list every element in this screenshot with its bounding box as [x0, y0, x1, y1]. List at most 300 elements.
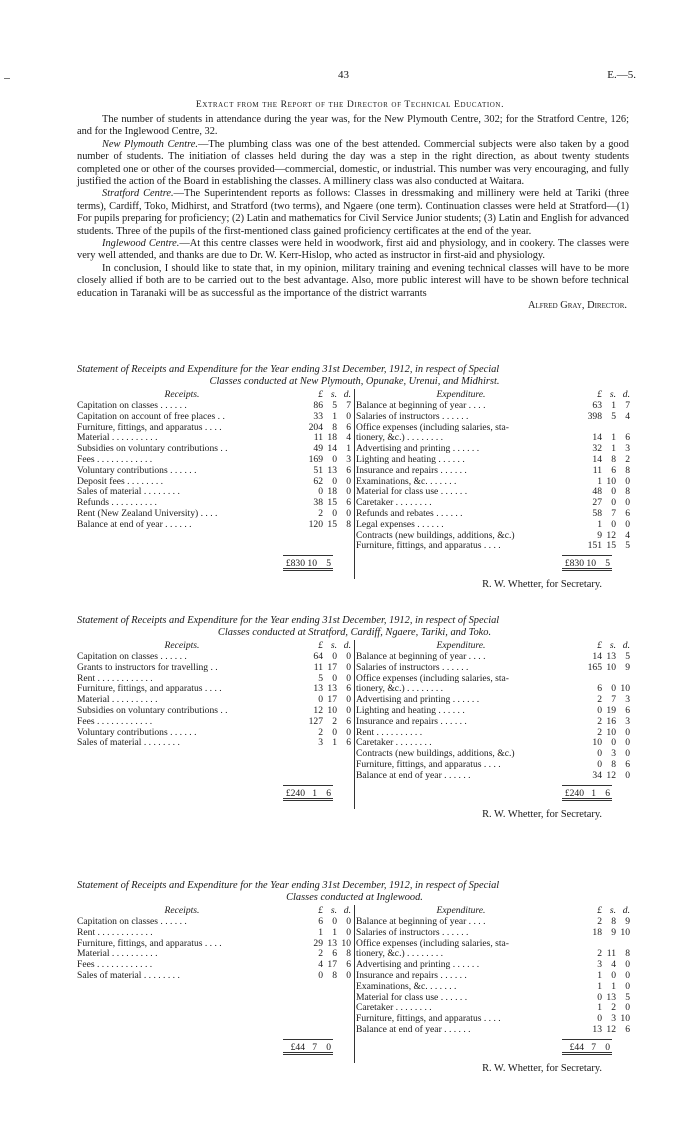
expenditure-row: [356, 705, 632, 716]
amount-d: 9: [625, 661, 630, 673]
expenditure-label: Examinations, &c. . . . . . .: [356, 980, 457, 992]
amount-d: 6: [625, 704, 630, 716]
receipt-label: Fees . . . . . . . . . . . .: [77, 715, 153, 727]
amount-l: 13: [592, 1023, 602, 1035]
expenditure-amount: [582, 1013, 630, 1024]
amount-l: 38: [313, 497, 323, 509]
amount-s: 7: [611, 507, 616, 519]
pence-heading: d.: [622, 389, 630, 400]
currency-headings: [303, 389, 351, 400]
centre-heading: Inglewood Centre.: [102, 238, 180, 250]
amount-d: 6: [346, 421, 351, 433]
expenditure-label: Contracts (new buildings, additions, &c.): [356, 748, 515, 760]
expenditure-label: Refunds and rebates . . . . . .: [356, 507, 463, 519]
expenditure-amount: [582, 497, 630, 508]
report-signature: Alfred Gray, Director.: [527, 300, 627, 312]
amount-l: £240: [564, 787, 584, 799]
amount-s: 5: [611, 410, 616, 422]
expenditure-label: Caretaker . . . . . . . .: [356, 737, 432, 749]
receipts-total: [283, 555, 333, 571]
pounds-heading: £: [597, 389, 602, 400]
amount-l: £830: [285, 558, 305, 570]
expenditure-label: Material for class use . . . . . .: [356, 486, 468, 498]
amount-s: 0: [332, 726, 337, 738]
expenditure-amount: [582, 443, 630, 454]
amount-s: 12: [606, 769, 616, 781]
pence-heading: d.: [622, 640, 630, 651]
amount-d: 8: [625, 948, 630, 960]
document-reference: E.—5.: [607, 69, 636, 81]
amount-d: 6: [625, 507, 630, 519]
amount-l: 62: [313, 475, 323, 487]
amount-l: 1: [597, 969, 602, 981]
amount-s: 10: [606, 475, 616, 487]
pounds-heading: £: [597, 640, 602, 651]
amount-l: 6: [597, 683, 602, 695]
expenditure-row: [356, 959, 632, 970]
amount-d: 9: [625, 916, 630, 927]
amount-l: 2: [318, 726, 323, 738]
receipt-row: [77, 727, 353, 738]
amount-d: 10: [341, 937, 351, 949]
receipts-column-header: [77, 905, 353, 916]
amount-l: 48: [592, 486, 602, 498]
receipt-label: Subsidies on voluntary contributions . .: [77, 704, 228, 716]
receipts-column: [77, 640, 353, 748]
amount-s: 8: [611, 758, 616, 770]
amount-d: 3: [625, 694, 630, 706]
receipt-label: Capitation on classes . . . . . .: [77, 400, 187, 411]
expenditure-row: [356, 1024, 632, 1035]
receipt-label: Capitation on classes . . . . . .: [77, 651, 187, 662]
receipt-label: Capitation on account of free places . .: [77, 410, 225, 422]
amount-d: 0: [346, 916, 351, 927]
amount-l: 1: [597, 518, 602, 530]
amount-d: 0: [625, 959, 630, 971]
amount-s: 6: [611, 464, 616, 476]
expenditure-amount: [582, 927, 630, 938]
amount-l: 51: [313, 464, 323, 476]
amount-l: 169: [308, 453, 323, 465]
expenditure-label: Contracts (new buildings, additions, &c.): [356, 529, 515, 541]
amount-s: 17: [327, 959, 337, 971]
amount-l: 86: [313, 400, 323, 411]
statement-signature: R. W. Whetter, for Secretary.: [482, 1062, 602, 1074]
amount-l: 34: [592, 769, 602, 781]
amount-s: 10: [586, 558, 596, 570]
shillings-heading: s.: [330, 905, 337, 916]
receipt-row: [77, 465, 353, 476]
expenditure-amount: [582, 651, 630, 662]
expenditure-row: [356, 530, 632, 541]
expenditure-label: Balance at beginning of year . . . .: [356, 400, 486, 411]
receipt-label: Fees . . . . . . . . . . . .: [77, 959, 153, 971]
amount-d: 5: [625, 991, 630, 1003]
statement-signature: R. W. Whetter, for Secretary.: [482, 579, 602, 591]
amount-s: 12: [606, 1023, 616, 1035]
receipt-row: [77, 486, 353, 497]
expenditure-amount: [582, 683, 630, 694]
expenditure-total: [562, 555, 612, 571]
expenditure-row: [356, 519, 632, 530]
amount-d: 0: [625, 969, 630, 981]
receipt-amount: [303, 519, 351, 530]
amount-d: 7: [346, 400, 351, 411]
receipt-row: [77, 519, 353, 530]
expenditure-amount: [582, 465, 630, 476]
amount-d: 5: [326, 558, 331, 570]
receipts-column: [77, 905, 353, 981]
amount-d: 6: [346, 959, 351, 971]
amount-d: 6: [346, 497, 351, 509]
amount-d: 0: [346, 475, 351, 487]
expenditure-row: [356, 651, 632, 662]
receipts-column-header: [77, 389, 353, 400]
amount-l: 2: [597, 726, 602, 738]
expenditure-row: [356, 422, 632, 433]
expenditure-label: Material for class use . . . . . .: [356, 991, 468, 1003]
expenditure-amount: [582, 970, 630, 981]
amount-s: 11: [606, 948, 616, 960]
receipts-total: [283, 1039, 333, 1055]
amount-l: £240: [285, 787, 305, 799]
statement-inglewood: [77, 880, 632, 1074]
amount-s: 0: [611, 497, 616, 509]
amount-d: 6: [625, 1023, 630, 1035]
amount-s: 3: [611, 1013, 616, 1025]
amount-d: 4: [625, 529, 630, 541]
expenditure-label: Advertising and printing . . . . . .: [356, 959, 480, 971]
amount-s: 17: [327, 661, 337, 673]
amount-s: 10: [307, 558, 317, 570]
expenditure-label: Balance at end of year . . . . . .: [356, 769, 471, 781]
receipt-label: Material . . . . . . . . . .: [77, 694, 158, 706]
receipt-row: [77, 443, 353, 454]
amount-l: 0: [318, 969, 323, 981]
statement-new-plymouth: [77, 364, 632, 590]
amount-l: 204: [308, 421, 323, 433]
receipt-amount: [303, 948, 351, 959]
amount-l: 18: [592, 926, 602, 938]
receipt-amount: [303, 651, 351, 662]
amount-l: 14: [592, 651, 602, 662]
receipt-row: [77, 694, 353, 705]
expenditure-label: tionery, &c.) . . . . . . . .: [356, 432, 444, 444]
amount-s: 16: [606, 715, 616, 727]
extract-title: Extract from the Report of the Director of Technical Education.: [195, 99, 505, 110]
amount-l: 33: [313, 410, 323, 422]
amount-d: 0: [346, 486, 351, 498]
expenditure-column: [356, 389, 632, 551]
amount-l: 11: [592, 464, 602, 476]
amount-s: 1: [611, 400, 616, 411]
receipt-row: [77, 432, 353, 443]
expenditure-label: Salaries of instructors . . . . . .: [356, 926, 469, 938]
expenditure-row: [356, 1013, 632, 1024]
amount-s: 13: [606, 991, 616, 1003]
amount-l: 14: [592, 453, 602, 465]
expenditure-label: Balance at beginning of year . . . .: [356, 651, 486, 662]
amount-l: 0: [597, 748, 602, 760]
amount-s: 1: [332, 737, 337, 749]
receipt-amount: [303, 400, 351, 411]
statement-title-line: Statement of Receipts and Expenditure for the Year ending 31st December, 1912, in respect of Special: [77, 364, 500, 375]
amount-d: 6: [346, 683, 351, 695]
receipt-row: [77, 651, 353, 662]
amount-l: 127: [308, 715, 323, 727]
expenditure-amount: [582, 916, 630, 927]
amount-l: 0: [597, 758, 602, 770]
amount-l: 1: [597, 475, 602, 487]
currency-headings: [582, 640, 630, 651]
expenditure-row: [356, 540, 632, 551]
receipt-row: [77, 716, 353, 727]
receipt-label: Fees . . . . . . . . . . . .: [77, 453, 153, 465]
expenditure-label: Lighting and heating . . . . . .: [356, 453, 465, 465]
receipt-label: Voluntary contributions . . . . . .: [77, 726, 197, 738]
expenditure-amount: [582, 959, 630, 970]
receipt-label: Refunds . . . . . . . . . .: [77, 497, 157, 509]
expenditure-amount: [582, 540, 630, 551]
amount-d: 5: [625, 540, 630, 552]
amount-d: 7: [625, 400, 630, 411]
report-paragraph: [77, 139, 629, 189]
amount-d: 0: [346, 507, 351, 519]
amount-d: 1: [346, 443, 351, 455]
expenditure-row: [356, 716, 632, 727]
amount-s: 7: [591, 1041, 596, 1053]
receipt-label: Sales of material . . . . . . . .: [77, 737, 180, 749]
receipts-column: [77, 389, 353, 530]
expenditure-column: [356, 640, 632, 781]
director-report: [77, 114, 629, 313]
receipt-row: [77, 476, 353, 487]
amount-l: 4: [318, 959, 323, 971]
amount-d: 6: [326, 787, 331, 799]
expenditure-row: [356, 759, 632, 770]
receipt-row: [77, 916, 353, 927]
receipt-amount: [303, 927, 351, 938]
expenditure-row: [356, 673, 632, 684]
receipt-label: Sales of material . . . . . . . .: [77, 969, 180, 981]
expenditure-row: [356, 465, 632, 476]
expenditure-column-header: [356, 640, 632, 651]
statement-totals: [77, 551, 632, 575]
amount-s: 7: [312, 1041, 317, 1053]
expenditure-amount: [582, 992, 630, 1003]
shillings-heading: s.: [609, 389, 616, 400]
expenditure-column-header: [356, 389, 632, 400]
expenditure-row: [356, 400, 632, 411]
amount-s: 14: [327, 443, 337, 455]
amount-s: 2: [611, 1002, 616, 1014]
expenditure-label: Caretaker . . . . . . . .: [356, 497, 432, 509]
amount-s: 10: [327, 704, 337, 716]
centre-heading: Stratford Centre.: [102, 188, 174, 200]
receipt-label: Sales of material . . . . . . . .: [77, 486, 180, 498]
receipt-label: Furniture, fittings, and apparatus . . . .: [77, 421, 222, 433]
amount-s: 0: [611, 683, 616, 695]
amount-d: 0: [346, 726, 351, 738]
pence-heading: d.: [622, 905, 630, 916]
receipt-row: [77, 948, 353, 959]
amount-d: 0: [625, 980, 630, 992]
amount-l: 165: [587, 661, 602, 673]
amount-l: 0: [318, 486, 323, 498]
receipt-label: Rent . . . . . . . . . . . .: [77, 672, 153, 684]
expenditure-label: Advertising and printing . . . . . .: [356, 694, 480, 706]
amount-d: 0: [346, 661, 351, 673]
amount-s: 18: [327, 432, 337, 444]
amount-d: 8: [346, 518, 351, 530]
currency-headings: [582, 905, 630, 916]
expenditure-amount: [582, 662, 630, 673]
expenditure-amount: [582, 508, 630, 519]
receipt-label: Balance at end of year . . . . . .: [77, 518, 192, 530]
receipts-heading: Receipts.: [164, 905, 200, 916]
receipt-label: Material . . . . . . . . . .: [77, 948, 158, 960]
statement-title: [77, 880, 632, 904]
receipt-label: Subsidies on voluntary contributions . .: [77, 443, 228, 455]
amount-s: 17: [327, 694, 337, 706]
amount-s: 1: [611, 443, 616, 455]
receipt-row: [77, 970, 353, 981]
amount-s: 1: [312, 787, 317, 799]
expenditure-row: [356, 683, 632, 694]
expenditure-row: [356, 508, 632, 519]
receipt-amount: [303, 486, 351, 497]
amount-s: 0: [611, 518, 616, 530]
expenditure-row: [356, 443, 632, 454]
expenditure-amount: [582, 748, 630, 759]
amount-l: 2: [597, 694, 602, 706]
amount-l: £44: [290, 1041, 305, 1053]
receipt-row: [77, 737, 353, 748]
amount-s: 12: [606, 529, 616, 541]
amount-d: 4: [625, 410, 630, 422]
statement-title-line: Classes conducted at Inglewood.: [286, 892, 423, 903]
amount-d: 6: [346, 464, 351, 476]
amount-s: 13: [606, 651, 616, 662]
expenditure-amount: [582, 737, 630, 748]
amount-s: 6: [332, 948, 337, 960]
report-paragraph: In conclusion, I should like to state that, in my opinion, military training and evening technical classes will have to be more closely allied if both are to be carried out to the best advantage. Also, more public interest will have to be shown before technical education in Taranaki will be as successful as the importance of the district warrants: [77, 262, 629, 299]
amount-d: 3: [625, 443, 630, 455]
amount-l: 2: [597, 916, 602, 927]
amount-d: 0: [625, 748, 630, 760]
expenditure-row: [356, 1002, 632, 1013]
expenditure-label: Legal expenses . . . . . .: [356, 518, 444, 530]
amount-s: 0: [332, 672, 337, 684]
currency-headings: [303, 640, 351, 651]
receipts-column-header: [77, 640, 353, 651]
paragraph-text: —At this centre classes were held in woodwork, first aid and physiology, and in cookery. The classes were very well attended, and thanks are due to Dr. W. Kerr-Hislop, who acted as instructor in first-aid and physiology.: [77, 238, 629, 262]
expenditure-label: Insurance and repairs . . . . . .: [356, 715, 467, 727]
amount-s: 19: [606, 704, 616, 716]
expenditure-row: [356, 662, 632, 673]
receipt-amount: [303, 662, 351, 673]
expenditure-amount: [582, 705, 630, 716]
receipt-row: [77, 454, 353, 465]
statement-title: [77, 364, 632, 388]
expenditure-label: tionery, &c.) . . . . . . . .: [356, 683, 444, 695]
amount-s: 13: [327, 464, 337, 476]
shillings-heading: s.: [609, 640, 616, 651]
centre-heading: New Plymouth Centre.: [102, 138, 198, 150]
amount-l: 3: [318, 737, 323, 749]
report-paragraph: [77, 188, 629, 238]
amount-s: 0: [611, 486, 616, 498]
shillings-heading: s.: [330, 389, 337, 400]
amount-l: 29: [313, 937, 323, 949]
receipt-amount: [303, 476, 351, 487]
amount-d: 3: [346, 453, 351, 465]
amount-l: 49: [313, 443, 323, 455]
amount-s: 15: [327, 518, 337, 530]
expenditure-amount: [582, 476, 630, 487]
expenditure-column-header: [356, 905, 632, 916]
expenditure-amount: [582, 454, 630, 465]
receipt-amount: [303, 938, 351, 949]
amount-s: 3: [611, 748, 616, 760]
receipt-row: [77, 938, 353, 949]
paragraph-text: —The Superintendent reports as follows: Classes in dressmaking and millinery were held at Tariki (three terms), Cardiff, Toko, Midhirst, and Stratford (two terms), and Ngaere (one term). Continuation classes were held at Stratford—(1) For pupils preparing for proficiency; (2) Latin and mathematics for Civil Service Junior students; (3) Latin and English for advanced students. Three of the pupils of the first-mentioned class gained proficiency certificates at the end of the year.: [77, 188, 629, 237]
amount-s: 5: [332, 400, 337, 411]
amount-d: 0: [346, 672, 351, 684]
amount-d: 4: [346, 432, 351, 444]
receipt-amount: [303, 694, 351, 705]
receipt-label: Furniture, fittings, and apparatus . . . .: [77, 683, 222, 695]
expenditure-row: [356, 948, 632, 959]
expenditure-amount: [582, 1002, 630, 1013]
expenditure-amount: [582, 519, 630, 530]
receipts-heading: Receipts.: [164, 389, 200, 400]
receipt-row: [77, 673, 353, 684]
pounds-heading: £: [597, 905, 602, 916]
pence-heading: d.: [343, 905, 351, 916]
receipt-amount: [303, 443, 351, 454]
receipt-amount: [303, 497, 351, 508]
expenditure-row: [356, 770, 632, 781]
expenditure-amount: [582, 716, 630, 727]
amount-s: 1: [611, 432, 616, 444]
receipt-row: [77, 662, 353, 673]
amount-l: 11: [313, 432, 323, 444]
amount-d: 0: [346, 410, 351, 422]
receipt-label: Deposit fees . . . . . . . .: [77, 475, 164, 487]
amount-l: £830: [564, 558, 584, 570]
amount-l: 9: [597, 529, 602, 541]
receipt-row: [77, 508, 353, 519]
amount-s: 0: [332, 507, 337, 519]
amount-s: 13: [327, 683, 337, 695]
amount-d: 0: [625, 475, 630, 487]
amount-l: 2: [318, 948, 323, 960]
receipt-amount: [303, 705, 351, 716]
amount-d: 0: [625, 497, 630, 509]
page-header: [0, 70, 700, 84]
expenditure-heading: Expenditure.: [436, 389, 486, 400]
expenditure-heading: Expenditure.: [436, 905, 486, 916]
amount-s: 8: [332, 969, 337, 981]
statement-title-line: Classes conducted at New Plymouth, Opunake, Urenui, and Midhirst.: [209, 376, 500, 387]
amount-l: 1: [318, 926, 323, 938]
expenditure-amount: [582, 948, 630, 959]
receipt-amount: [303, 916, 351, 927]
pounds-heading: £: [318, 640, 323, 651]
amount-l: 5: [318, 672, 323, 684]
receipt-amount: [303, 737, 351, 748]
